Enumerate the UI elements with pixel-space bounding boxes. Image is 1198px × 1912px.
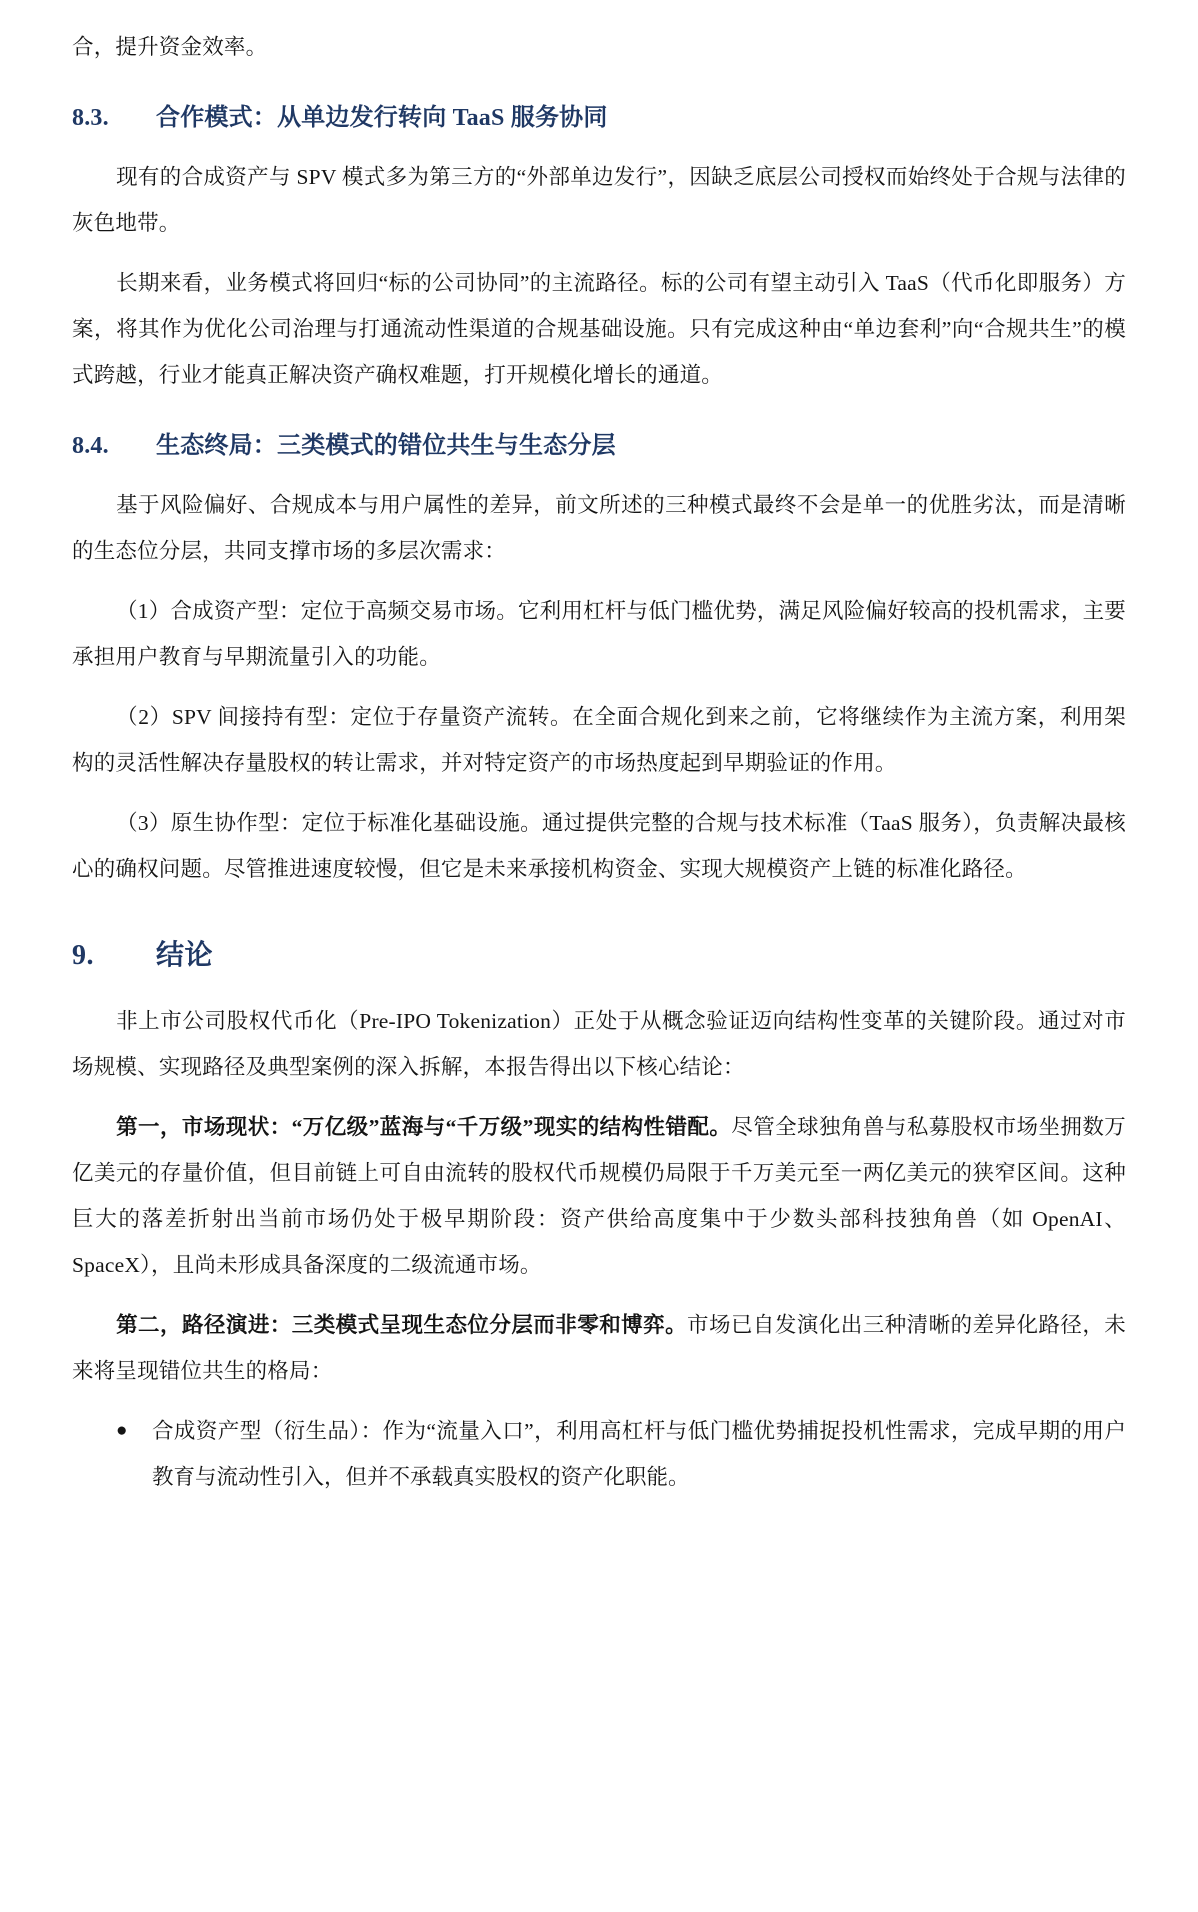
point-lead: 第二，路径演进：三类模式呈现生态位分层而非零和博弈。 [116,1313,688,1337]
point-lead: 第一，市场现状：“万亿级”蓝海与“千万级”现实的结构性错配。 [116,1115,732,1139]
section-title: 生态终局：三类模式的错位共生与生态分层 [156,433,616,459]
conclusion-point [72,1104,1126,1288]
section-heading-8-3 [72,96,1126,140]
paragraph: 非上市公司股权代币化（Pre-IPO Tokenization）正处于从概念验证迈向结构性变革的关键阶段。通过对市场规模、实现路径及典型案例的深入拆解，本报告得出以下核心结论： [72,1009,1126,1079]
section-number: 8.3. [72,105,109,131]
section-number: 8.4. [72,433,109,459]
list-item [72,1408,1126,1500]
section-title: 结论 [156,940,214,971]
paragraph: （2）SPV 间接持有型：定位于存量资产流转。在全面合规化到来之前，它将继续作为主流方案，利用架构的灵活性解决存量股权的转让需求，并对特定资产的市场热度起到早期验证的作用。 [72,705,1126,775]
list-item-text: 合成资产型（衍生品）：作为“流量入口”，利用高杠杆与低门槛优势捕捉投机性需求，完成早期的用户教育与流动性引入，但并不承载真实股权的资产化职能。 [152,1419,1126,1489]
section-number: 9. [72,940,94,971]
section-heading-8-4 [72,424,1126,468]
paragraph: 现有的合成资产与 SPV 模式多为第三方的“外部单边发行”，因缺乏底层公司授权而始终处于合规与法律的灰色地带。 [72,165,1126,235]
bullet-dot-icon: ● [116,1420,128,1441]
section-heading-9 [72,932,1126,980]
continuation-paragraph: 合，提升资金效率。 [72,35,268,59]
point-body: 市场已自发演化出三种清晰的差异化路径，未来将呈现错位共生的格局： [72,1313,1126,1383]
point-body: 尽管全球独角兽与私募股权市场坐拥数万亿美元的存量价值，但目前链上可自由流转的股权代币规模仍局限于千万美元至一两亿美元的狭窄区间。这种巨大的落差折射出当前市场仍处于极早期阶段：资产供给高度集中于少数头部科技独角兽（如 OpenAI、SpaceX），且尚未形成具备深度的二级流通市场。 [72,1115,1126,1277]
paragraph: （1）合成资产型：定位于高频交易市场。它利用杠杆与低门槛优势，满足风险偏好较高的投机需求，主要承担用户教育与早期流量引入的功能。 [72,599,1126,669]
section-title: 合作模式：从单边发行转向 TaaS 服务协同 [156,105,608,131]
conclusion-point [72,1302,1126,1394]
paragraph: （3）原生协作型：定位于标准化基础设施。通过提供完整的合规与技术标准（TaaS 服务），负责解决最核心的确权问题。尽管推进速度较慢，但它是未来承接机构资金、实现大规模资产上链的标准化路径。 [72,811,1126,881]
paragraph: 长期来看，业务模式将回归“标的公司协同”的主流路径。标的公司有望主动引入 TaaS（代币化即服务）方案，将其作为优化公司治理与打通流动性渠道的合规基础设施。只有完成这种由“单边套利”向“合规共生”的模式跨越，行业才能真正解决资产确权难题，打开规模化增长的通道。 [72,271,1126,387]
paragraph: 基于风险偏好、合规成本与用户属性的差异，前文所述的三种模式最终不会是单一的优胜劣汰，而是清晰的生态位分层，共同支撑市场的多层次需求： [72,493,1126,563]
